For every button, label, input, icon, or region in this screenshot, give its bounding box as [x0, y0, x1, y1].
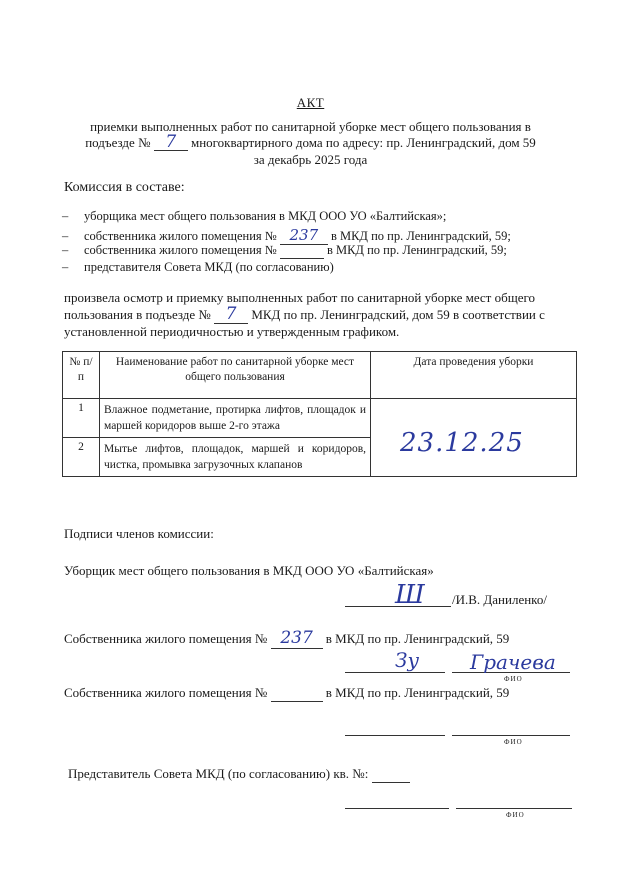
- representative-signature-line: [345, 808, 449, 809]
- owner-2-label: Собственника жилого помещения №: [64, 685, 268, 700]
- member-cleaner: [62, 209, 446, 224]
- cleaner-signature-label: Уборщик мест общего пользования в МКД ООО УО «Балтийская»: [64, 563, 434, 578]
- row-number: 1: [63, 399, 100, 438]
- works-table-header: [63, 352, 577, 399]
- member-owner-2-apartment-field: [280, 243, 324, 259]
- row-work: Влажное подметание, протирка лифтов, площадок и маршей коридоров выше 2-го этажа: [100, 399, 371, 438]
- owner-1-name: Грачева: [470, 650, 556, 674]
- list-dash: –: [62, 209, 69, 223]
- representative-label: Представитель Совета МКД (по согласованию) кв. №:: [68, 766, 369, 781]
- inspection-paragraph: [64, 290, 584, 340]
- owner-1-address: в МКД по пр. Ленинградский, 59: [325, 631, 510, 646]
- owner-2-address: в МКД по пр. Ленинградский, 59: [325, 685, 510, 700]
- inspection-line-1: произвела осмотр и приемку выполненных работ по санитарной уборке мест общего: [64, 290, 536, 305]
- inspection-address: МКД по пр. Ленинградский, дом 59 в соответствии с: [251, 307, 545, 322]
- row-work: Мытье лифтов, площадок, маршей и коридоров, чистка, промывка загрузочных клапанов: [100, 438, 371, 477]
- owner-1-label: Собственника жилого помещения №: [64, 631, 268, 646]
- list-dash: –: [62, 229, 69, 243]
- cleaner-signature: Ш: [395, 580, 425, 610]
- owner-1-apartment-field: [271, 628, 323, 649]
- subtitle-line-1: приемки выполненных работ по санитарной уборке мест общего пользования в: [90, 119, 531, 134]
- subtitle-entrance-label: подъезде №: [85, 135, 151, 150]
- representative-name-line: [456, 808, 572, 809]
- member-cleaner-text: уборщика мест общего пользования в МКД ООО УО «Балтийская»;: [84, 209, 447, 223]
- inspection-line-3: установленной периодичностью и утвержденным графиком.: [64, 324, 400, 339]
- member-owner-1-label: собственника жилого помещения №: [84, 229, 277, 243]
- member-owner-1-apartment: 237: [289, 226, 319, 244]
- owner-2-fio-caption: ФИО: [504, 738, 523, 746]
- inspection-entrance-label: пользования в подъезде №: [64, 307, 211, 322]
- owner-2-signature-row: [64, 685, 509, 702]
- header-work: Наименование работ по санитарной уборке мест общего пользования: [100, 352, 371, 399]
- signatures-heading: Подписи членов комиссии:: [64, 526, 214, 541]
- member-representative-text: представителя Совета МКД (по согласованию): [84, 260, 334, 274]
- subtitle-entrance-number: 7: [165, 132, 177, 152]
- representative-row: [68, 766, 410, 783]
- document-title: АКТ: [296, 95, 325, 110]
- representative-fio-caption: ФИО: [506, 811, 525, 819]
- subtitle-entrance-field: [154, 132, 188, 152]
- member-owner-2: [62, 243, 507, 259]
- subtitle-address: многоквартирного дома по адресу: пр. Ленинградский, дом 59: [190, 135, 536, 150]
- commission-heading: Комиссия в составе:: [64, 180, 185, 195]
- owner-1-fio-caption: ФИО: [504, 675, 523, 683]
- owner-1-signature-line: [345, 672, 445, 673]
- member-owner-1-address: в МКД по пр. Ленинградский, 59;: [330, 229, 511, 243]
- owner-1-signature: Зу: [395, 648, 420, 672]
- member-owner-2-label: собственника жилого помещения №: [84, 243, 277, 257]
- owner-1-apartment: 237: [280, 628, 313, 648]
- owner-2-apartment-field: [271, 685, 323, 702]
- inspection-line-2: [64, 306, 584, 324]
- inspection-entrance-number: 7: [225, 304, 237, 324]
- cleaner-name: /И.В. Даниленко/: [452, 592, 547, 607]
- handwritten-cleaning-date: 23.12.25: [400, 428, 524, 458]
- member-representative: [62, 260, 334, 275]
- member-owner-2-address: в МКД по пр. Ленинградский, 59;: [326, 243, 507, 257]
- owner-2-signature-line: [345, 735, 445, 736]
- subtitle-line-2: [0, 132, 621, 152]
- owner-2-name-line: [452, 735, 570, 736]
- subtitle-line-3: за декабрь 2025 года: [253, 152, 368, 167]
- owner-1-signature-row: [64, 628, 509, 649]
- row-number: 2: [63, 438, 100, 477]
- list-dash: –: [62, 243, 69, 257]
- works-table: [62, 351, 577, 477]
- header-date: Дата проведения уборки: [371, 352, 577, 399]
- header-number: № п/п: [63, 352, 100, 399]
- list-dash: –: [62, 260, 69, 274]
- representative-apartment-field: [372, 766, 410, 783]
- inspection-entrance-field: [214, 306, 248, 324]
